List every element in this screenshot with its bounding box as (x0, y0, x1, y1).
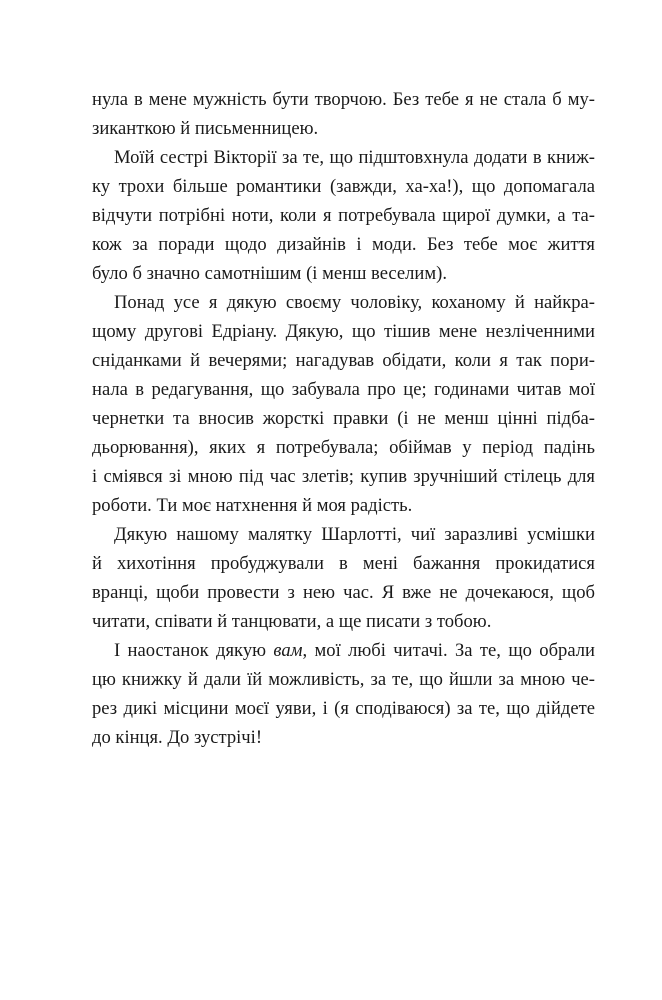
line-text: , мої любі читачі. За те, що обрали (302, 640, 596, 661)
paragraph (92, 85, 595, 143)
text-line (92, 636, 595, 665)
text-line (92, 375, 595, 404)
text-line (92, 520, 595, 549)
text-line (92, 404, 595, 433)
paragraph (92, 636, 595, 752)
acknowledgements-text (92, 85, 595, 752)
line-text: сніданками й вечерями; нагадував обідати, коли я так пори- (92, 350, 595, 371)
text-line (92, 694, 595, 723)
line-text: Дякую нашому малятку Шарлотті, чиї заразливі усмішки (114, 524, 595, 545)
line-text: було б значно самотнішим (і менш веселим). (92, 263, 447, 284)
line-text: щому другові Едріану. Дякую, що тішив мене незліченними (92, 321, 595, 342)
line-text: чернетки та вносив жорсткі правки (і не менш цінні підба- (92, 408, 595, 429)
text-line (92, 462, 595, 491)
line-text: нула в мене мужність бути творчою. Без тебе я не стала б му- (92, 89, 595, 110)
paragraph (92, 143, 595, 288)
text-line (92, 346, 595, 375)
line-text: І наостанок дякую (114, 640, 274, 661)
line-text: зиканткою й письменницею. (92, 118, 319, 139)
line-text: відчути потрібні ноти, коли я потребувала щирої думки, а та- (92, 205, 595, 226)
text-line (92, 114, 595, 143)
text-line (92, 665, 595, 694)
line-text: нала в редагування, що забувала про це; годинами читав мої (92, 379, 595, 400)
text-line (92, 317, 595, 346)
text-line (92, 201, 595, 230)
text-line (92, 85, 595, 114)
text-line (92, 578, 595, 607)
emphasized-word: вам (273, 640, 303, 661)
text-line (92, 143, 595, 172)
line-text: цю книжку й дали їй можливість, за те, що йшли за мною че- (92, 669, 595, 690)
line-text: Моїй сестрі Вікторії за те, що підштовхнула додати в книж- (114, 147, 595, 168)
text-line (92, 172, 595, 201)
line-text: кож за поради щодо дизайнів і моди. Без тебе моє життя (92, 234, 595, 255)
line-text: до кінця. До зустрічі! (92, 727, 263, 748)
line-text: Понад усе я дякую своєму чоловіку, коханому й найкра- (114, 292, 595, 313)
text-line (92, 259, 595, 288)
line-text: рез дикі місцини моєї уяви, і (я сподіваюся) за те, що дійдете (92, 698, 595, 719)
text-line (92, 491, 595, 520)
paragraph (92, 288, 595, 520)
line-text: роботи. Ти моє натхнення й моя радість. (92, 495, 413, 516)
line-text: ку трохи більше романтики (завжди, ха-ха!), що допомагала (92, 176, 595, 197)
line-text: читати, співати й танцювати, а ще писати з тобою. (92, 611, 492, 632)
text-line (92, 723, 595, 752)
line-text: дьорювання), яких я потребувала; обіймав у період падінь (92, 437, 595, 458)
line-text: вранці, щоби провести з нею час. Я вже не дочекаюся, щоб (92, 582, 595, 603)
line-text: й хихотіння пробуджували в мені бажання прокидатися (92, 553, 595, 574)
text-line (92, 230, 595, 259)
paragraph (92, 520, 595, 636)
text-line (92, 607, 595, 636)
text-line (92, 433, 595, 462)
line-text: і сміявся зі мною під час злетів; купив зручніший стілець для (92, 466, 595, 487)
text-line (92, 549, 595, 578)
text-line (92, 288, 595, 317)
